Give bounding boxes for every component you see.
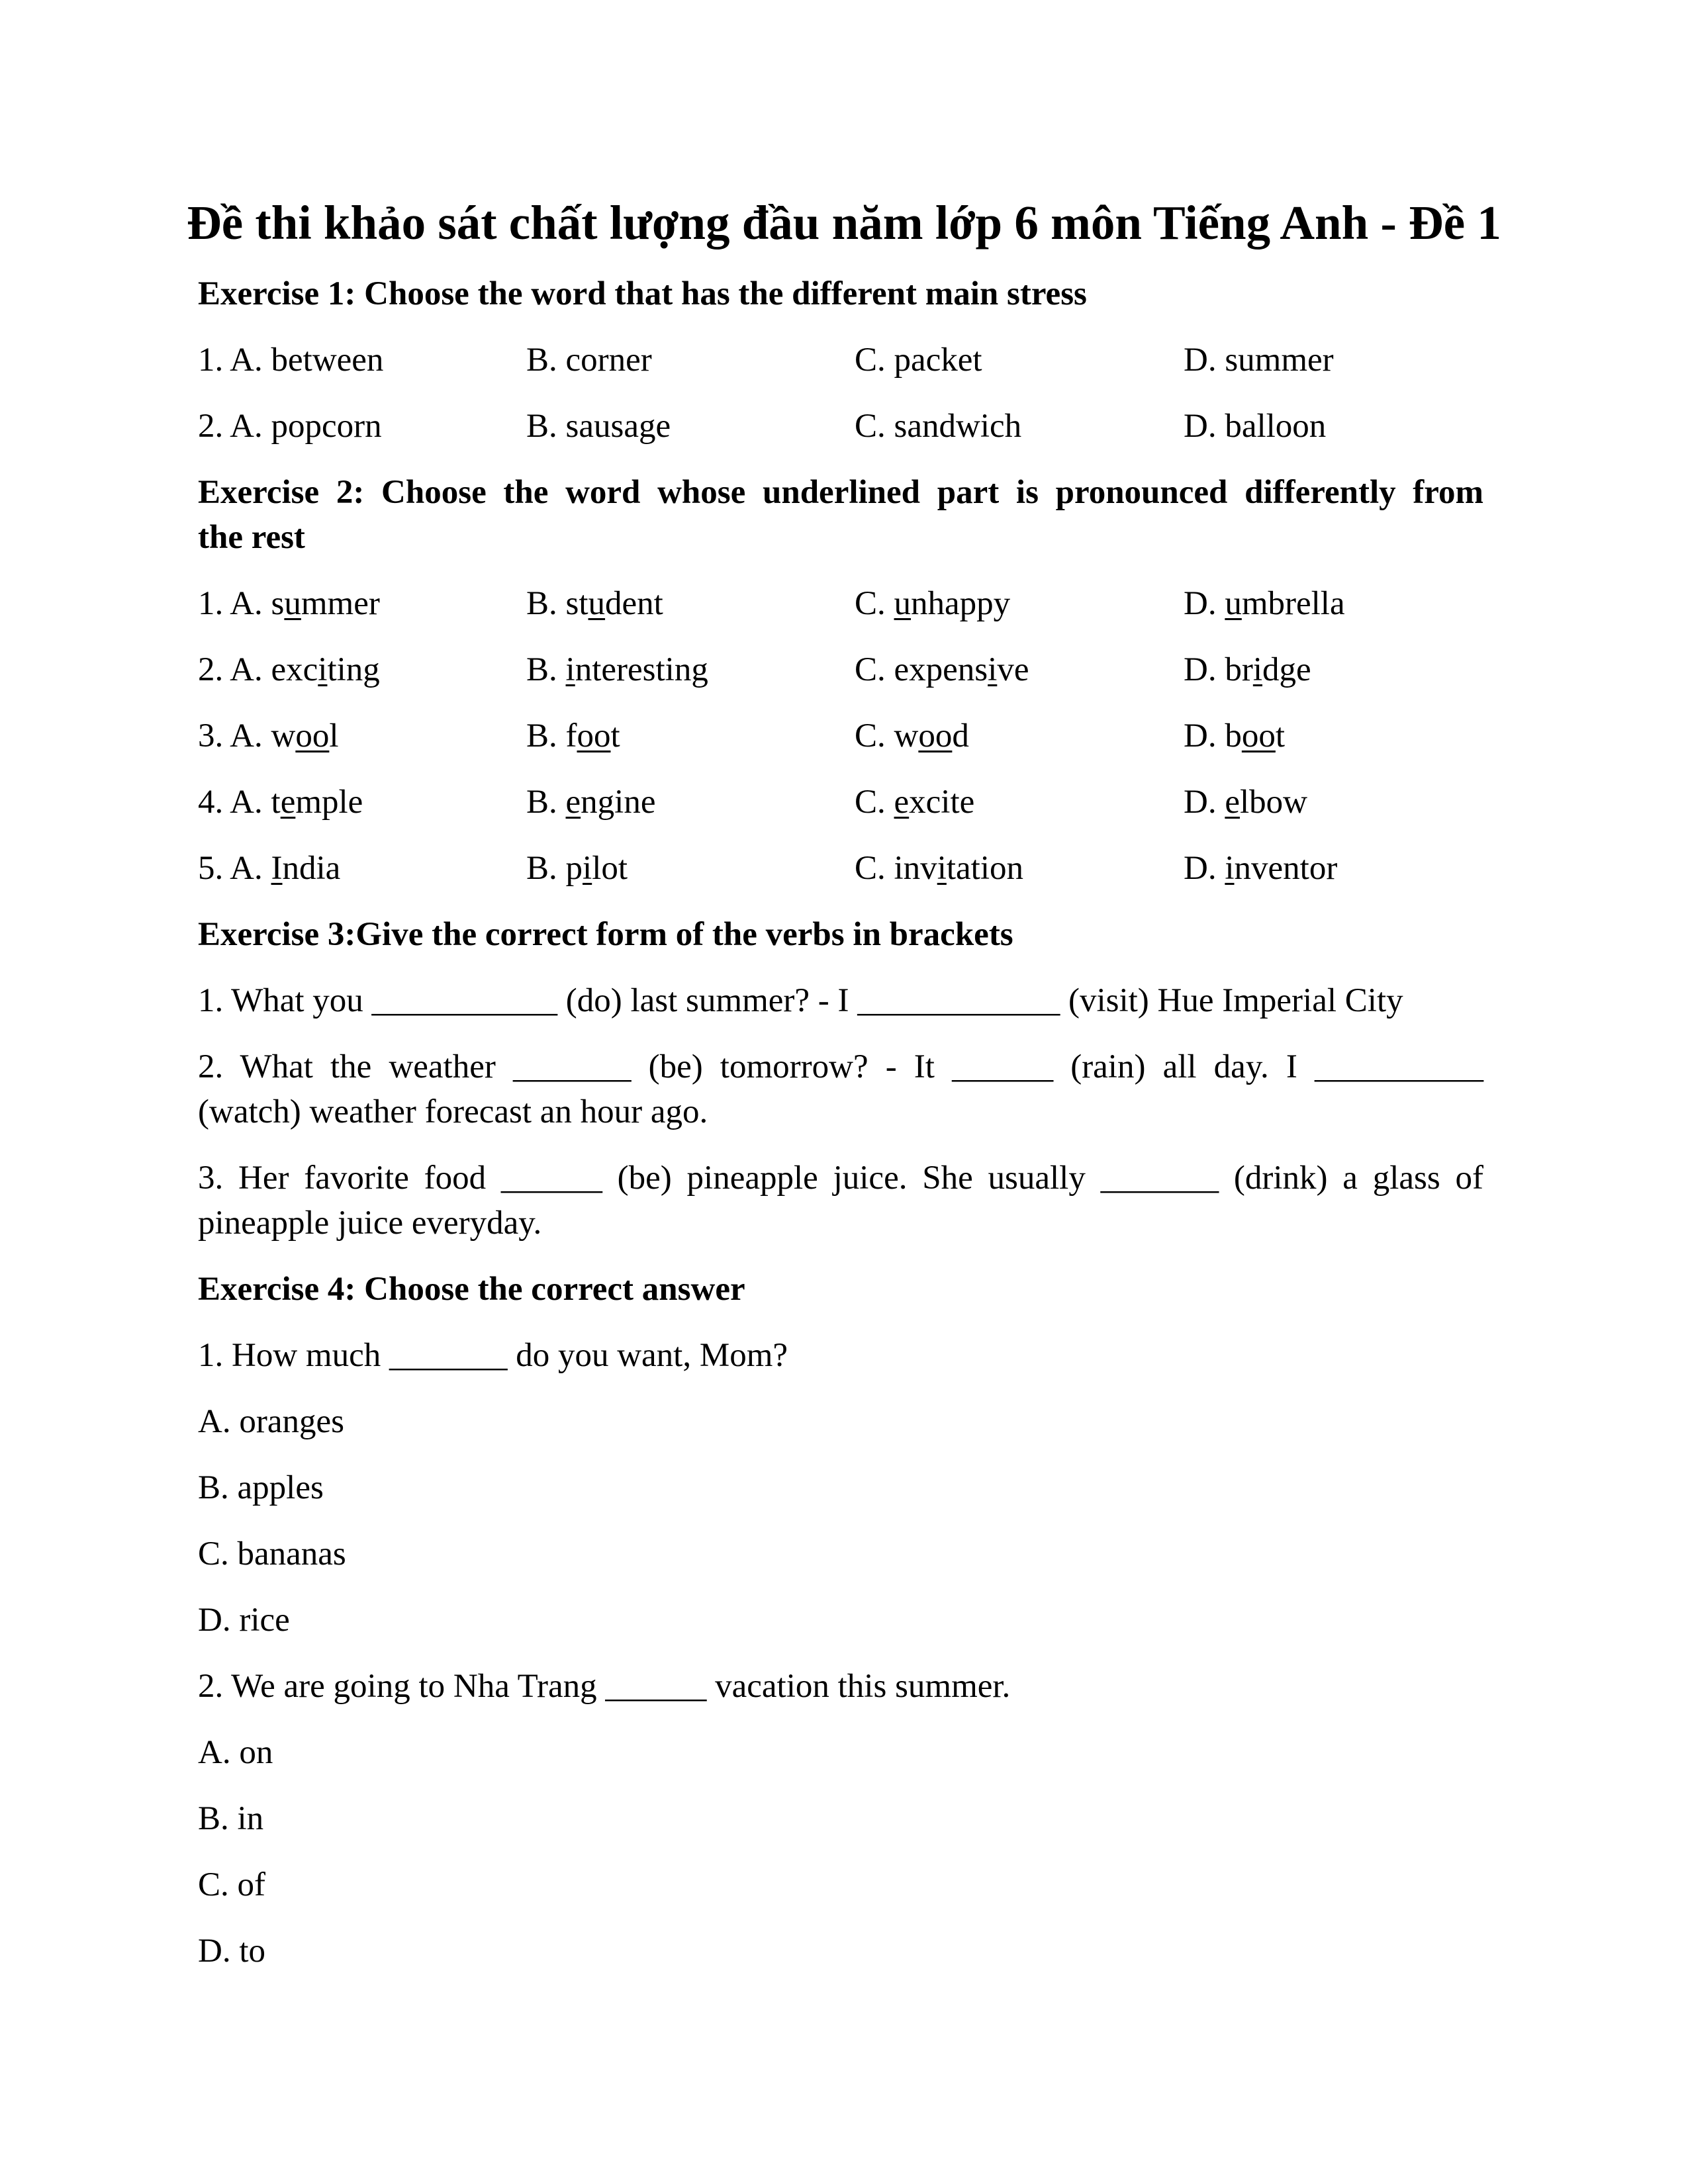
underlined-part: e	[894, 784, 910, 821]
option-d: D. inventor	[1184, 850, 1338, 887]
option-a: 1. A. summer	[198, 585, 380, 622]
underlined-part: i	[1252, 651, 1262, 688]
option-b: B. pilot	[526, 850, 628, 887]
option-d: D. balloon	[1184, 408, 1327, 445]
option-c: C. expensive	[855, 651, 1029, 688]
question-2-cont: (watch) weather forecast an hour ago.	[198, 1093, 708, 1130]
option-a: 3. A. wool	[198, 717, 339, 754]
option-b: B. student	[526, 585, 663, 622]
option-a: 4. A. temple	[198, 784, 363, 821]
option-c: C. wood	[855, 717, 969, 754]
option-d: D. bridge	[1184, 651, 1311, 688]
underlined-part: i	[583, 850, 592, 887]
underlined-part: e	[1225, 784, 1240, 821]
answer-option-a: A. on	[198, 1734, 273, 1771]
option-c: C. packet	[855, 341, 982, 379]
question-1: 1. What you ___________ (do) last summer? - I ____________ (visit) Hue Imperial City	[198, 982, 1403, 1019]
answer-option-c: C. bananas	[198, 1535, 346, 1572]
option-a: 5. A. India	[198, 850, 341, 887]
option-c: C. sandwich	[855, 408, 1022, 445]
option-d: D. boot	[1184, 717, 1286, 754]
exercise-2-heading: Exercise 2: Choose the word whose underlined part is pronounced differently from	[198, 474, 1483, 511]
page-title: Đề thi khảo sát chất lượng đầu năm lớp 6 môn Tiếng Anh - Đề 1	[187, 196, 1501, 250]
underlined-part: e	[565, 784, 581, 821]
exercise-2-heading-cont: the rest	[198, 519, 305, 556]
underlined-part: u	[1225, 585, 1242, 622]
underlined-part: e	[280, 784, 296, 821]
underlined-part: oo	[577, 717, 611, 754]
underlined-part: i	[937, 850, 947, 887]
option-a: 1. A. between	[198, 341, 384, 379]
option-d: D. umbrella	[1184, 585, 1345, 622]
answer-option-a: A. oranges	[198, 1403, 344, 1440]
option-c: C. invitation	[855, 850, 1024, 887]
option-b: B. foot	[526, 717, 620, 754]
question-2: 2. What the weather _______ (be) tomorrow? - It ______ (rain) all day. I __________	[198, 1048, 1483, 1085]
question-2: 2. We are going to Nha Trang ______ vacation this summer.	[198, 1668, 1011, 1705]
underlined-part: oo	[918, 717, 953, 754]
option-d: D. elbow	[1184, 784, 1307, 821]
question-1: 1. How much _______ do you want, Mom?	[198, 1337, 788, 1374]
question-3: 3. Her favorite food ______ (be) pineapple juice. She usually _______ (drink) a glass of	[198, 1160, 1483, 1197]
underlined-part: i	[1225, 850, 1235, 887]
answer-option-d: D. to	[198, 1933, 265, 1970]
answer-option-b: B. apples	[198, 1469, 324, 1506]
underlined-part: i	[318, 651, 328, 688]
answer-option-b: B. in	[198, 1800, 264, 1837]
exercise-3-heading: Exercise 3:Give the correct form of the verbs in brackets	[198, 916, 1013, 953]
underlined-part: oo	[1241, 717, 1276, 754]
option-c: C. excite	[855, 784, 975, 821]
underlined-part: i	[565, 651, 575, 688]
answer-option-c: C. of	[198, 1866, 265, 1903]
question-3-cont: pineapple juice everyday.	[198, 1205, 542, 1242]
underlined-part: i	[988, 651, 998, 688]
option-b: B. engine	[526, 784, 656, 821]
underlined-part: I	[271, 850, 283, 887]
option-d: D. summer	[1184, 341, 1334, 379]
underlined-part: oo	[295, 717, 330, 754]
option-b: B. corner	[526, 341, 652, 379]
option-b: B. sausage	[526, 408, 671, 445]
underlined-part: u	[588, 585, 606, 622]
exercise-4-heading: Exercise 4: Choose the correct answer	[198, 1271, 745, 1308]
exercise-1-heading: Exercise 1: Choose the word that has the different main stress	[198, 275, 1087, 312]
option-c: C. unhappy	[855, 585, 1011, 622]
underlined-part: u	[284, 585, 301, 622]
option-a: 2. A. popcorn	[198, 408, 382, 445]
answer-option-d: D. rice	[198, 1602, 290, 1639]
option-a: 2. A. exciting	[198, 651, 380, 688]
option-b: B. interesting	[526, 651, 708, 688]
underlined-part: u	[894, 585, 912, 622]
